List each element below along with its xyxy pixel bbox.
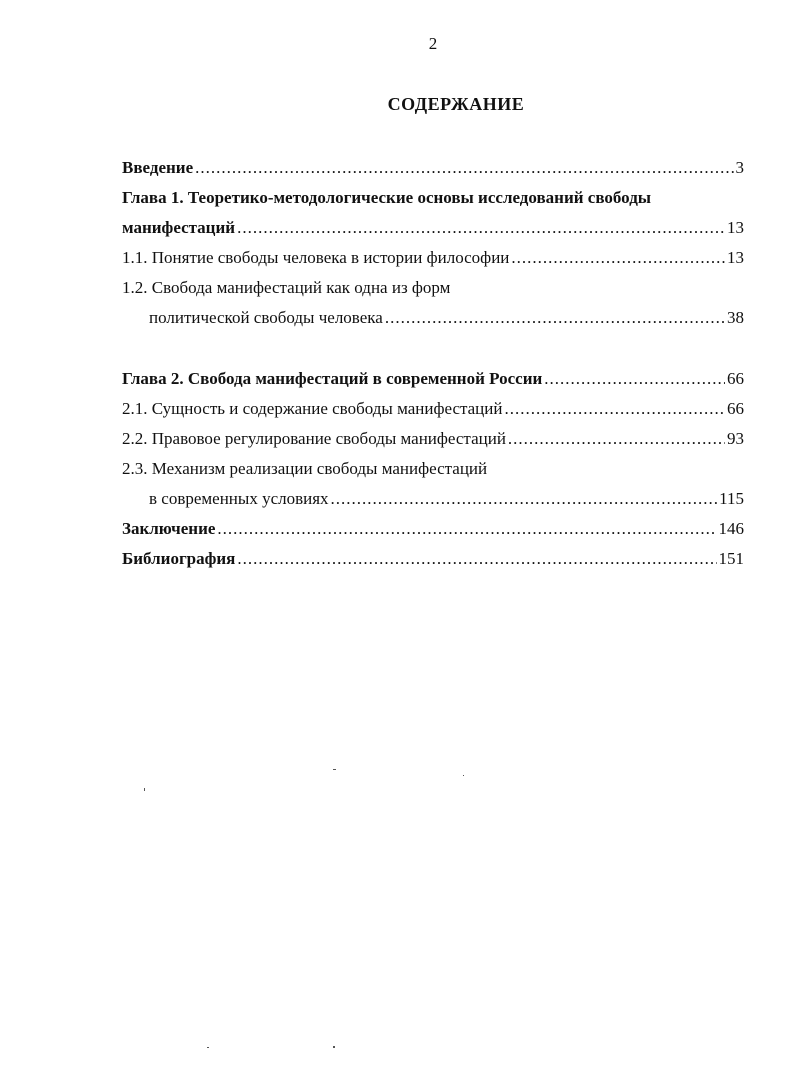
scan-speck: [463, 775, 464, 776]
toc-entry-chapter-1-cont: [122, 213, 744, 243]
toc-entry-intro: [122, 153, 744, 183]
toc-entry-label: в современных условиях: [149, 489, 329, 508]
toc-entry-label: Библиография: [122, 549, 236, 568]
toc-entry-section-2-3: [122, 454, 744, 484]
toc-entry-label: 1.1. Понятие свободы человека в истории философии: [122, 248, 510, 267]
dot-leader: [544, 364, 725, 394]
toc-entry-page: 13: [727, 218, 744, 237]
toc-entry-label: 2.1. Сущность и содержание свободы манифестаций: [122, 399, 503, 418]
toc-entry-label: политической свободы человека: [149, 308, 383, 327]
toc-entry-label: Заключение: [122, 519, 216, 538]
dot-leader: [504, 394, 725, 424]
scan-speck: [333, 769, 336, 770]
dot-leader: [195, 153, 733, 183]
dot-leader: [385, 303, 725, 333]
page-number: 2: [428, 34, 438, 53]
toc-entry-chapter-2: [122, 364, 744, 394]
toc-entry-label: 1.2. Свобода манифестаций как одна из форм: [122, 278, 451, 297]
toc-entry-page: 115: [719, 489, 744, 508]
toc-entry-label: Введение: [122, 158, 194, 177]
toc-entry-section-2-3-cont: [122, 484, 744, 514]
dot-leader: [508, 424, 725, 454]
toc-entry-label: Глава 1. Теоретико-методологические основы исследований свободы: [122, 188, 652, 207]
dot-leader: [511, 243, 725, 273]
toc-entry-page: 3: [735, 158, 744, 177]
toc-entry-section-2-2: [122, 424, 744, 454]
toc-entry-page: 13: [727, 248, 744, 267]
toc-entry-section-1-1: [122, 243, 744, 273]
table-of-contents: [122, 153, 744, 574]
dot-leader: [237, 213, 725, 243]
toc-entry-section-2-1: [122, 394, 744, 424]
toc-entry-section-1-2: [122, 273, 744, 303]
scan-speck: [207, 1047, 209, 1048]
scan-speck: [333, 1046, 335, 1048]
scan-speck: [144, 788, 145, 791]
toc-entry-chapter-1: [122, 183, 744, 213]
dot-leader: [237, 544, 716, 574]
toc-entry-page: 146: [718, 519, 744, 538]
toc-entry-page: 66: [727, 399, 744, 418]
toc-entry-label: 2.2. Правовое регулирование свободы манифестаций: [122, 429, 506, 448]
toc-title: СОДЕРЖАНИЕ: [387, 94, 525, 114]
dot-leader: [217, 514, 716, 544]
toc-entry-label: Глава 2. Свобода манифестаций в современной России: [122, 369, 543, 388]
toc-entry-page: 151: [718, 549, 744, 568]
toc-entry-page: 93: [727, 429, 744, 448]
dot-leader: [331, 484, 718, 514]
toc-entry-conclusion: [122, 514, 744, 544]
toc-entry-section-1-2-cont: [122, 303, 744, 333]
toc-entry-bibliography: [122, 544, 744, 574]
toc-entry-page: 38: [727, 308, 744, 327]
toc-entry-label: 2.3. Механизм реализации свободы манифестаций: [122, 459, 488, 478]
toc-entry-page: 66: [727, 369, 744, 388]
toc-entry-label: манифестаций: [122, 218, 236, 237]
